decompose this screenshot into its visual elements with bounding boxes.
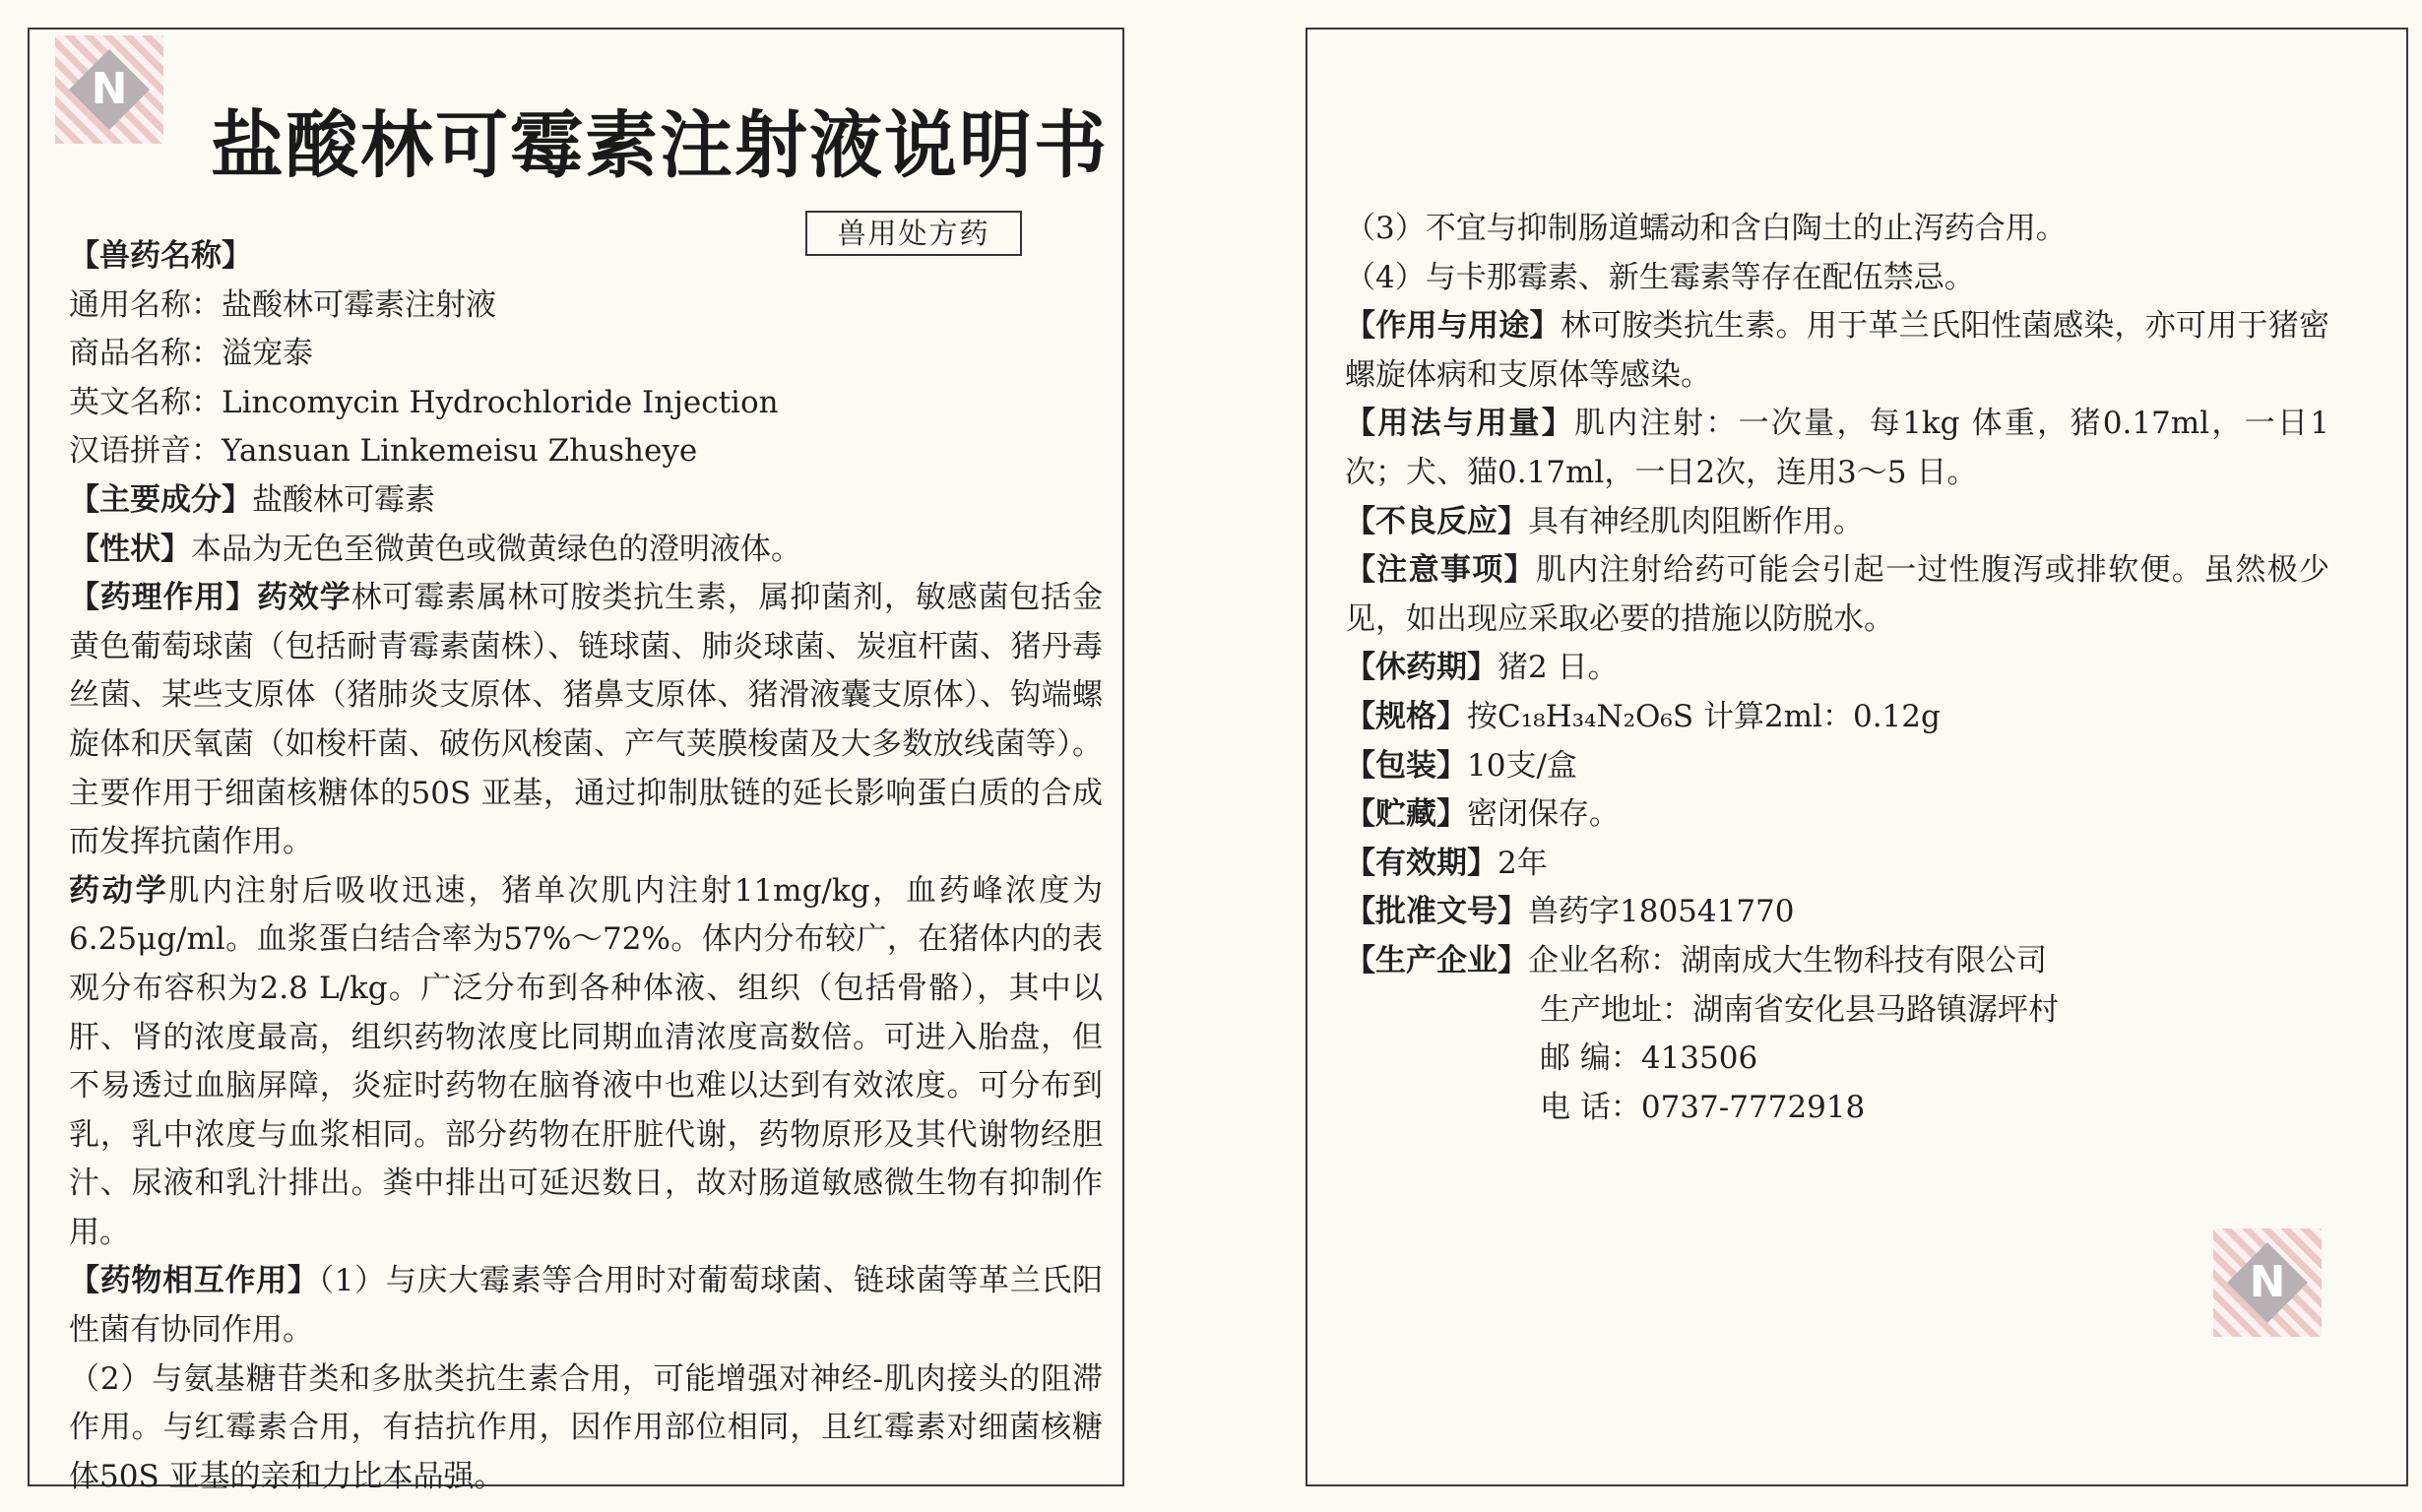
english-name: 英文名称：Lincomycin Hydrochloride Injection <box>69 384 779 420</box>
trade-name: 商品名称：溢宠泰 <box>69 336 313 372</box>
interaction-item-2: （2）与氨基糖苷类和多肽类抗生素合用，可能增强对神经-肌肉接头的阻滞作用。与红霉素合用，有拮抗作用，因作用部位相同，且红霉素对细菌核糖体50S 亚基的亲和力比本品强。 <box>69 1360 1103 1494</box>
section-approval <box>1345 888 2329 937</box>
section-heading: 【兽药名称】 <box>69 238 252 274</box>
pinyin-name: 汉语拼音：Yansuan Linkemeisu Zhusheye <box>69 433 698 470</box>
pharmacokinetics <box>69 867 1103 1258</box>
section-specification <box>1345 693 2329 742</box>
section-text: 按C₁₈H₃₄N₂O₆S 计算2ml：0.12g <box>1467 698 1941 734</box>
generic-name: 通用名称：盐酸林可霉素注射液 <box>69 286 496 323</box>
prescription-badge: 兽用处方药 <box>805 211 1022 256</box>
brand-logo-icon <box>55 35 163 144</box>
section-text: 具有神经肌肉阻断作用。 <box>1528 503 1864 539</box>
pharmacokinetics-label: 药动学 <box>69 872 169 909</box>
section-heading: 【用法与用量】 <box>1345 406 1575 442</box>
section-package <box>1345 742 2329 791</box>
section-heading: 【批准文号】 <box>1345 894 1528 930</box>
company-address: 生产地址：湖南省安化县马路镇潺坪村 <box>1540 991 2059 1028</box>
section-adverse <box>1345 498 2329 547</box>
logo-glyph: N <box>2249 1257 2286 1307</box>
section-heading: 【休药期】 <box>1345 650 1498 686</box>
brand-logo-icon <box>2213 1228 2322 1337</box>
section-heading: 【性状】 <box>69 531 191 567</box>
left-column <box>69 232 1103 1501</box>
logo-glyph: N <box>91 64 128 114</box>
pharmacodynamics-text: 林可霉素属林可胺类抗生素，属抑菌剂，敏感菌包括金黄色葡萄球菌（包括耐青霉素菌株）、链球菌、肺炎球菌、炭疽杆菌、猪丹毒丝菌、某些支原体（猪肺炎支原体、猪鼻支原体、猪滑液囊支原体）、钩端螺旋体和厌氧菌（如梭杆菌、破伤风梭菌、产气荚膜梭菌及大多数放线菌等）。主要作用于细菌核糖体的50S 亚基，通过抑制肽链的延长影响蛋白质的合成而发挥抗菌作用。 <box>69 580 1103 860</box>
section-pharmacology <box>69 574 1103 867</box>
section-text: 本品为无色至微黄色或微黄绿色的澄明液体。 <box>191 531 801 567</box>
section-heading: 【药物相互作用】 <box>69 1263 319 1299</box>
section-drug-name <box>69 232 1103 282</box>
section-heading: 【生产企业】 <box>1345 942 1528 978</box>
section-appearance <box>69 526 1103 575</box>
section-interactions <box>69 1257 1103 1354</box>
section-text: 肌内注射给药可能会引起一过性腹泻或排软便。虽然极少见，如出现应采取必要的措施以防脱水。 <box>1345 552 2330 637</box>
section-heading: 【主要成分】 <box>69 481 252 518</box>
section-text: 肌内注射：一次量，每1kg 体重，猪0.17ml，一日1 次；犬、猫0.17ml，一日2次，连用3～5 日。 <box>1345 406 2330 490</box>
section-indications <box>1345 302 2329 400</box>
section-heading: 【规格】 <box>1345 698 1467 734</box>
document-title: 盐酸林可霉素注射液说明书 <box>211 103 1109 188</box>
section-manufacturer <box>1345 937 2329 986</box>
company-postcode: 邮 编：413506 <box>1540 1040 1758 1077</box>
section-withdrawal <box>1345 644 2329 693</box>
section-storage <box>1345 790 2329 840</box>
pharmacodynamics-label: 药效学 <box>257 580 351 616</box>
section-heading: 【注意事项】 <box>1345 552 1536 589</box>
section-text: 兽药字180541770 <box>1528 894 1795 930</box>
section-ingredients <box>69 476 1103 526</box>
section-heading: 【作用与用途】 <box>1345 308 1561 345</box>
section-heading: 【包装】 <box>1345 747 1467 784</box>
section-heading: 【贮藏】 <box>1345 796 1467 833</box>
section-text: 林可胺类抗生素。用于革兰氏阳性菌感染，亦可用于猪密螺旋体病和支原体等感染。 <box>1345 308 2330 393</box>
section-dosage <box>1345 400 2329 497</box>
company-name: 企业名称：湖南成大生物科技有限公司 <box>1528 942 2047 978</box>
interaction-item-4: （4）与卡那霉素、新生霉素等存在配伍禁忌。 <box>1345 259 1975 295</box>
section-text: 10支/盒 <box>1467 747 1577 784</box>
section-shelf-life <box>1345 840 2329 889</box>
company-phone: 电 话：0737-7772918 <box>1540 1089 1866 1125</box>
section-text: 猪2 日。 <box>1498 650 1619 686</box>
interaction-item-3: （3）不宜与抑制肠道蠕动和含白陶土的止泻药合用。 <box>1345 211 2067 246</box>
section-precautions <box>1345 546 2329 644</box>
section-text: 2年 <box>1498 845 1548 881</box>
section-text: 密闭保存。 <box>1467 796 1620 833</box>
section-heading: 【药理作用】 <box>69 580 258 616</box>
section-text: 盐酸林可霉素 <box>252 481 435 518</box>
pharmacokinetics-text: 肌内注射后吸收迅速，猪单次肌内注射11mg/kg，血药峰浓度为6.25μg/ml。血浆蛋白结合率为57%～72%。体内分布较广，在猪体内的表观分布容积为2.8 L/kg。广泛分布到各种体液、组织（包括骨骼），其中以肝、肾的浓度最高，组织药物浓度比同期血清浓度高数倍。可进入胎盘，但不易透过血脑屏障，炎症时药物在脑脊液中也难以达到有效浓度。可分布到乳，乳中浓度与血浆相同。部分药物在肝脏代谢，药物原形及其代谢物经胆汁、尿液和乳汁排出。粪中排出可延迟数日，故对肠道敏感微生物有抑制作用。 <box>69 872 1103 1250</box>
right-column <box>1345 205 2329 1132</box>
section-heading: 【不良反应】 <box>1345 503 1528 539</box>
section-heading: 【有效期】 <box>1345 845 1498 881</box>
interaction-item-1: （1）与庆大霉素等合用时对葡萄球菌、链球菌等革兰氏阳性菌有协同作用。 <box>69 1263 1103 1349</box>
